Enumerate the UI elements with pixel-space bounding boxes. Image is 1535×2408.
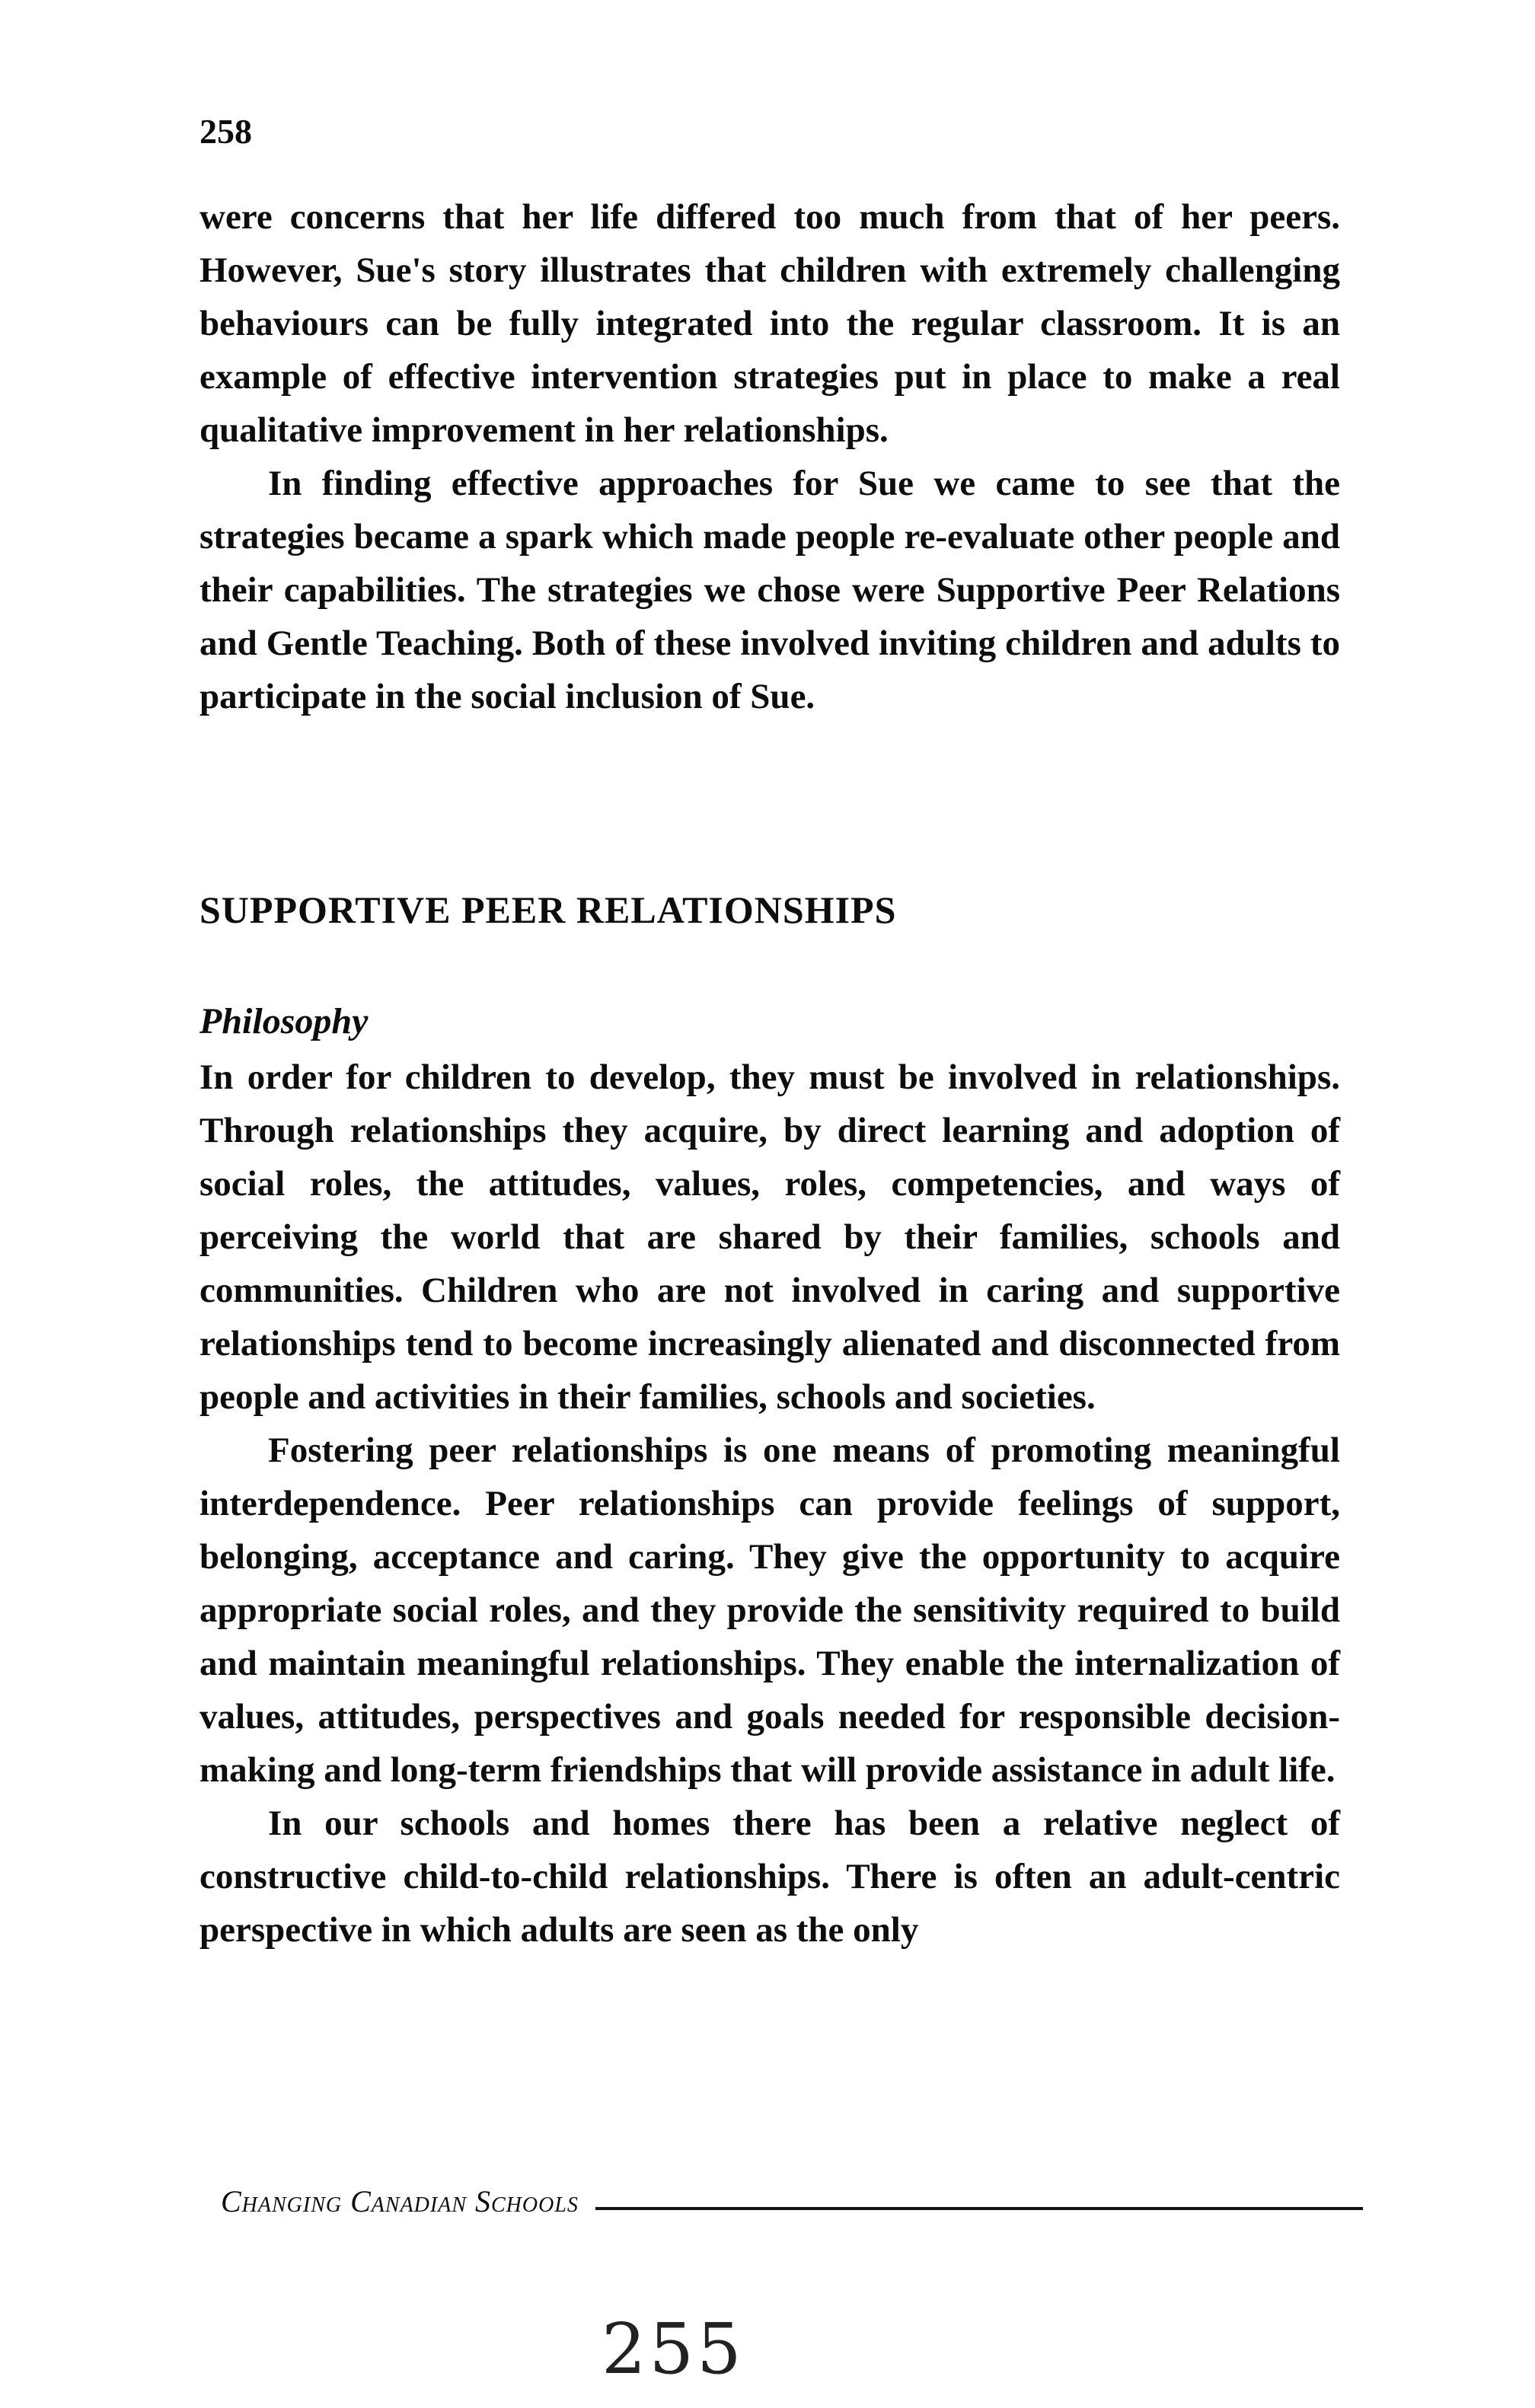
body-paragraph-1: In order for children to develop, they must be involved in relationships. Through relationships they acquire, by direct learning and adoption of social roles, the attitudes, values, roles, competencies, and ways of perceiving the world that are shared by their families, schools and communities. Children who are not involved in caring and supportive relationships tend to become increasingly alienated and disconnected from people and activities in their families, schools and societies. (199, 1057, 1340, 1417)
page-number: 258 (199, 112, 252, 151)
section-heading: SUPPORTIVE PEER RELATIONSHIPS (199, 888, 897, 931)
subheading: Philosophy (199, 1001, 369, 1041)
intro-paragraph-1: were concerns that her life differed too much from that of her peers. However, Sue's story illustrates that children with extremely challenging behaviours can be fully integrated into the regular classroom. It is an example of effective intervention strategies put in place to make a real qualitative improvement in her relationships. (199, 197, 1340, 450)
stamp-number: 255 (602, 2308, 745, 2390)
body-paragraph-2: Fostering peer relationships is one means of promoting meaningful interdependence. Peer relationships can provide feelings of support, belonging, acceptance and caring. They give the opportunity to acquire appropriate social roles, and they provide the sensitivity required to build and maintain meaningful relationships. They enable the internalization of values, attitudes, perspectives and goals needed for responsible decision-making and long-term friendships that will provide assistance in adult life. (199, 1430, 1340, 1790)
body-text (199, 1051, 1340, 1957)
footer-title: Changing Canadian Schools (221, 2184, 579, 2218)
footer-rule (595, 2207, 1363, 2210)
running-footer (221, 2183, 1363, 2219)
body-paragraph-3: In our schools and homes there has been a relative neglect of constructive child-to-child relationships. There is often an adult-centric perspective in which adults are seen as the only (199, 1804, 1340, 1950)
intro-text (199, 190, 1340, 723)
intro-paragraph-2: In finding effective approaches for Sue we came to see that the strategies became a spark which made people re-evaluate other people and their capabilities. The strategies we chose were Supportive Peer Relations and Gentle Teaching. Both of these involved inviting children and adults to participate in the social inclusion of Sue. (199, 464, 1340, 716)
